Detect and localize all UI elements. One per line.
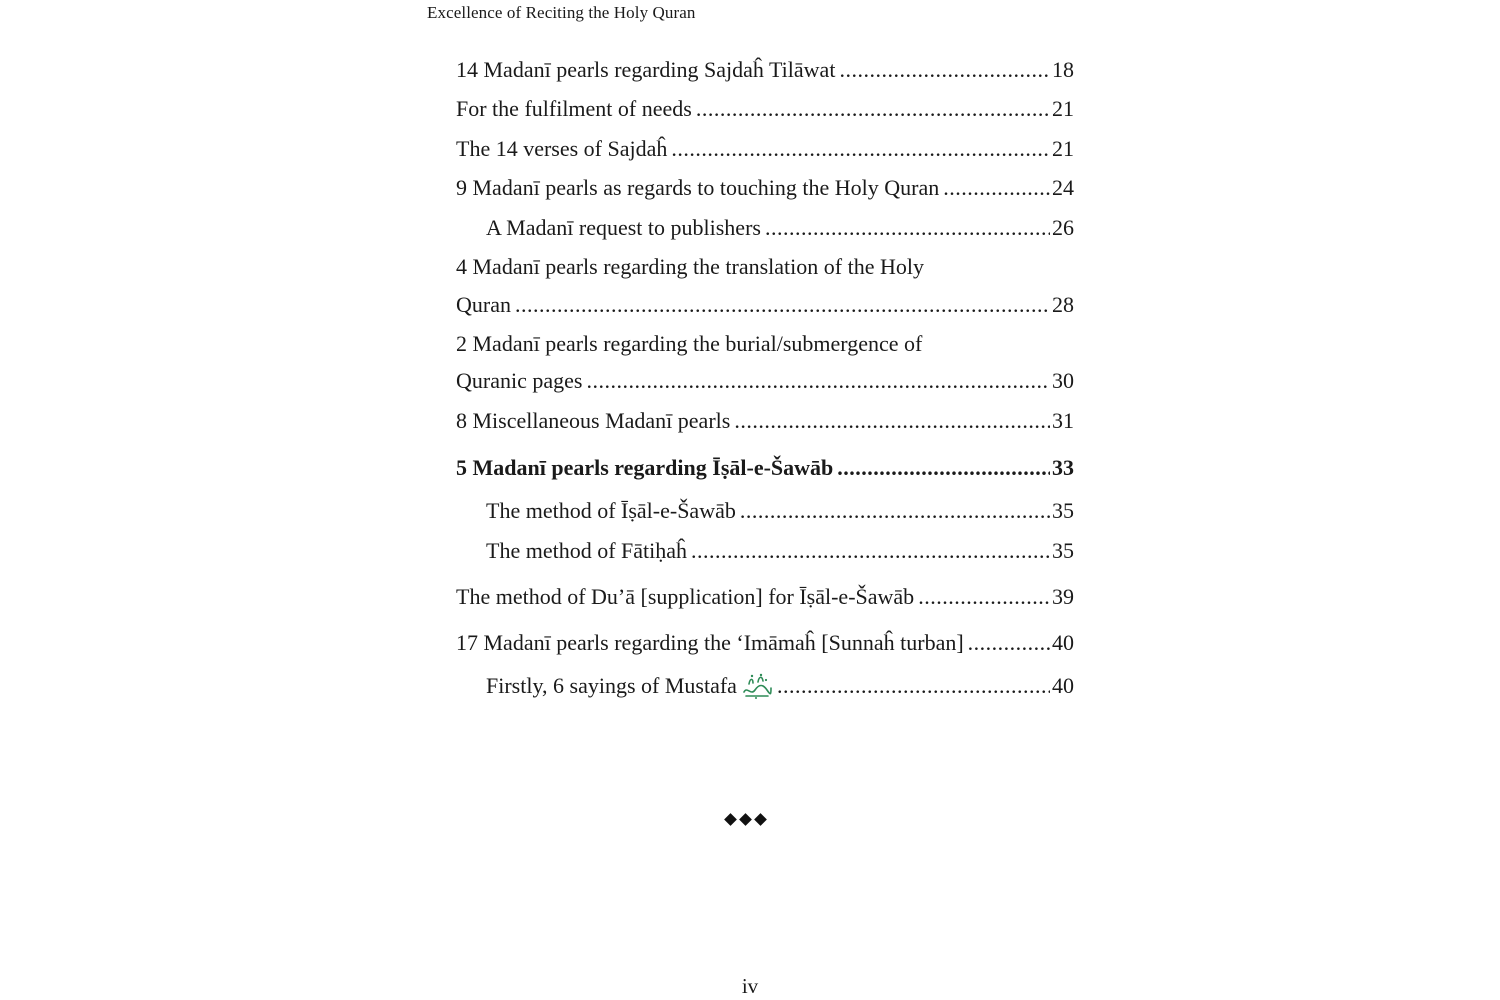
dot-leader (734, 406, 1050, 436)
dot-leader (740, 496, 1050, 526)
dot-leader (943, 173, 1050, 203)
diamond-icon (739, 813, 752, 826)
toc-entry[interactable] (456, 134, 1074, 164)
toc-entry-page: 31 (1052, 408, 1074, 433)
toc-entry[interactable] (456, 628, 1074, 658)
salutation-calligraphy-icon (741, 672, 773, 700)
toc-entry-bold[interactable] (456, 453, 1074, 483)
toc-entry[interactable] (456, 582, 1074, 612)
dot-leader (586, 366, 1050, 396)
toc-entry-title: The method of Du’ā [supplication] for Īṣāl-e-Šawāb (456, 584, 915, 609)
dot-leader (839, 55, 1050, 85)
toc-subentry[interactable] (486, 496, 1074, 526)
toc-entry-page: 39 (1052, 584, 1074, 609)
toc-entry-page: 40 (1052, 630, 1074, 655)
toc-entry-page: 18 (1052, 57, 1074, 82)
toc-entry-page: 30 (1052, 368, 1074, 393)
toc-entry-title: 17 Madanī pearls regarding the ‘Imāmaĥ [Sunnaĥ turban] (456, 630, 964, 655)
toc-entry-title: 8 Miscellaneous Madanī pearls (456, 408, 731, 433)
toc-entry-title: The method of Īṣāl-e-Šawāb (486, 498, 736, 523)
section-end-ornament (726, 815, 765, 824)
toc-entry[interactable] (456, 329, 1074, 396)
toc-subentry[interactable] (486, 536, 1074, 566)
toc-entry-page: 26 (1052, 215, 1074, 240)
toc-entry-title: A Madanī request to publishers (486, 215, 761, 240)
toc-entry-title: The method of Fātiḥaĥ (486, 538, 688, 563)
toc-entry-title: For the fulfilment of needs (456, 96, 692, 121)
toc-entry-title: 5 Madanī pearls regarding Īṣāl-e-Šawāb (456, 455, 834, 480)
toc-entry-title-line2: Quran (456, 292, 511, 317)
dot-leader (671, 134, 1050, 164)
toc-entry[interactable] (456, 94, 1074, 124)
dot-leader (696, 94, 1050, 124)
dot-leader (777, 671, 1050, 701)
diamond-icon (724, 813, 737, 826)
toc-entry-title (486, 671, 773, 701)
toc-entry[interactable] (456, 406, 1074, 436)
toc-entry-page: 24 (1052, 175, 1074, 200)
dot-leader (837, 453, 1050, 483)
toc-entry-title: 14 Madanī pearls regarding Sajdaĥ Tilāwat (456, 57, 836, 82)
toc-entry-page: 35 (1052, 538, 1074, 563)
dot-leader (968, 628, 1050, 658)
toc-entry[interactable] (456, 252, 1074, 320)
toc-entry[interactable] (456, 55, 1074, 85)
page-number: iv (741, 974, 759, 998)
running-header: Excellence of Reciting the Holy Quran (427, 3, 696, 22)
dot-leader (691, 536, 1050, 566)
toc-entry-page: 21 (1052, 136, 1074, 161)
toc-subentry[interactable] (486, 213, 1074, 243)
dot-leader (765, 213, 1050, 243)
toc-entry-page: 28 (1052, 292, 1074, 317)
dot-leader (918, 582, 1050, 612)
dot-leader (515, 290, 1050, 320)
diamond-icon (754, 813, 767, 826)
toc-entry-title-line2: Quranic pages (456, 368, 583, 393)
toc-entry-page: 21 (1052, 96, 1074, 121)
toc-entry-title-text: Firstly, 6 sayings of Mustafa (486, 673, 737, 698)
toc-entry-page: 40 (1052, 673, 1074, 698)
toc-entry-title: The 14 verses of Sajdaĥ (456, 136, 668, 161)
toc-entry-page: 35 (1052, 498, 1074, 523)
toc-entry[interactable] (456, 173, 1074, 203)
toc-entry-title: 9 Madanī pearls as regards to touching the Holy Quran (456, 175, 940, 200)
toc-entry-title-line1: 2 Madanī pearls regarding the burial/submergence of (456, 331, 923, 356)
toc-entry-title-line1: 4 Madanī pearls regarding the translation of the Holy (456, 254, 924, 279)
toc-subentry[interactable] (486, 671, 1074, 701)
toc-entry-page: 33 (1052, 455, 1074, 480)
